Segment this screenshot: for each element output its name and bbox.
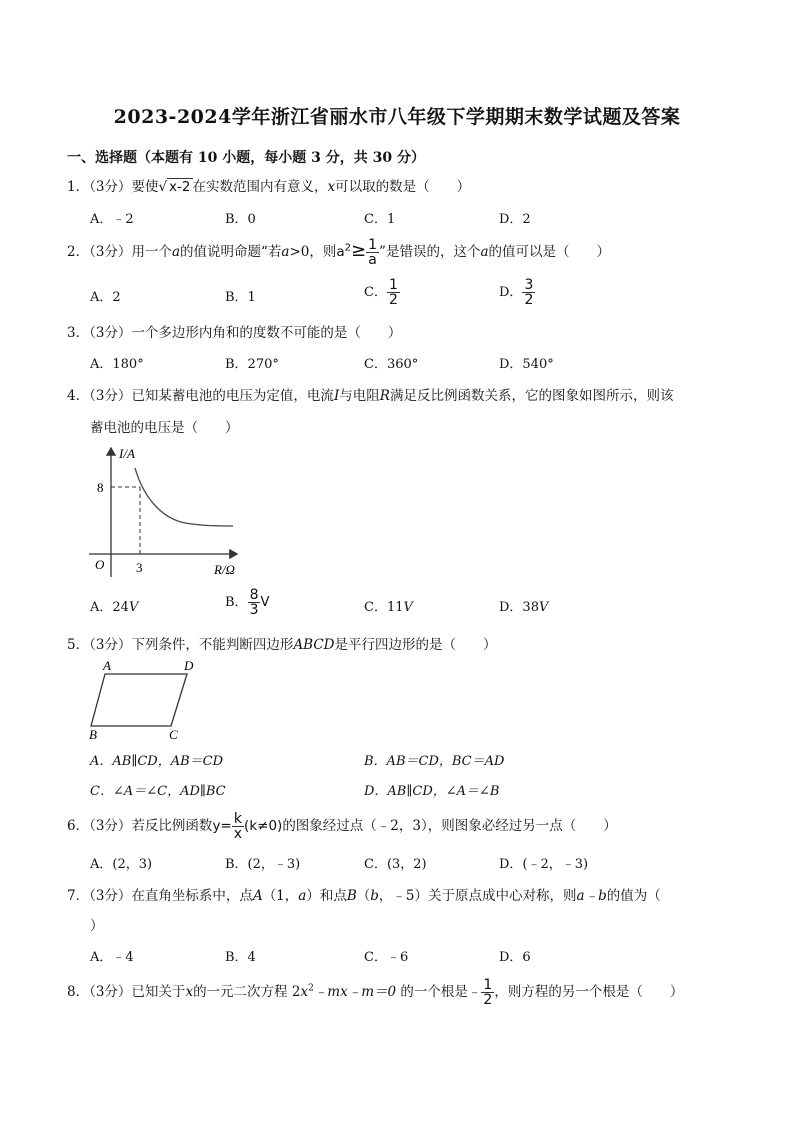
q7-option-a: A．﹣4 bbox=[90, 950, 134, 965]
q6-option-c: C．(3，2) bbox=[364, 857, 427, 872]
q6-option-b: B．(2，﹣3) bbox=[225, 857, 301, 872]
sqrt-expression: √ x-2 bbox=[158, 179, 191, 195]
question-3: 3．（3分）一个多边形内角和的度数不可能的是（ ） bbox=[67, 325, 402, 341]
x-axis-label: R/Ω bbox=[214, 562, 235, 577]
q3-option-a: A．180° bbox=[90, 357, 144, 372]
q7-option-d: D．6 bbox=[499, 950, 531, 965]
q3-option-c: C．360° bbox=[364, 357, 419, 372]
q4-option-a: A．24V bbox=[90, 600, 139, 615]
q2-option-c: C． $\frac{1}{2}$ bbox=[364, 277, 398, 308]
question-4: 4．（3分）已知某蓄电池的电压为定值，电流I与电阻R满足反比例函数关系，它的图象如图所示，则该 bbox=[67, 388, 674, 404]
origin-label: O bbox=[95, 557, 105, 572]
q5-option-c: C．∠A＝∠C，AD∥BC bbox=[90, 784, 226, 799]
q6-option-a: A．(2，3) bbox=[90, 857, 153, 872]
q4-option-b: B． $\frac{8}{3}$ V bbox=[225, 587, 270, 618]
q6-option-d: D．(﹣2，﹣3) bbox=[499, 857, 589, 872]
q1-option-c: C．1 bbox=[364, 212, 396, 227]
q2-option-a: A．2 bbox=[90, 290, 121, 305]
question-1: 1．（3分）要使√ x-2 在实数范围内有意义，x可以取的数是（ ） bbox=[67, 179, 471, 195]
question-7-line2: ） bbox=[90, 918, 104, 934]
q2-option-b: B．1 bbox=[225, 290, 256, 305]
y-axis-label: I/A bbox=[119, 446, 135, 461]
vertex-label-c: C bbox=[169, 727, 178, 742]
document-title: 2023-2024学年浙江省丽水市八年级下学期期末数学试题及答案 bbox=[113, 106, 681, 128]
vertex-label-a: A bbox=[103, 658, 111, 673]
q3-option-b: B．270° bbox=[225, 357, 279, 372]
vertex-label-b: B bbox=[89, 727, 97, 742]
section-heading: 一、选择题（本题有 10 小题，每小题 3 分，共 30 分） bbox=[67, 150, 425, 166]
q1-option-d: D．2 bbox=[499, 212, 531, 227]
q1-option-a: A．﹣2 bbox=[90, 212, 134, 227]
question-7: 7．（3分）在直角坐标系中，点A（1，a）和点B（b，﹣5）关于原点成中心对称，则a﹣b的值为（ bbox=[67, 888, 661, 904]
q3-option-d: D．540° bbox=[499, 357, 554, 372]
q5-option-a: A．AB∥CD，AB＝CD bbox=[90, 754, 224, 769]
q7-option-c: C．﹣6 bbox=[364, 950, 409, 965]
hyperbola-curve bbox=[135, 468, 233, 526]
fraction: $\frac{1}{a}$ bbox=[368, 237, 378, 268]
q1-option-b: B．0 bbox=[225, 212, 256, 227]
vertex-label-d: D bbox=[184, 658, 194, 673]
question-6: 6．（3分）若反比例函数y= $\frac{k}{x}$ (k≠0)的图象经过点（﹣2，3），则图象必经过另一点（ ） bbox=[67, 811, 617, 842]
q7-option-b: B．4 bbox=[225, 950, 256, 965]
x-tick-label: 3 bbox=[136, 560, 143, 575]
y-tick-label: 8 bbox=[97, 480, 104, 495]
parallelogram-figure bbox=[85, 656, 205, 742]
q5-option-d: D．AB∥CD，∠A＝∠B bbox=[364, 784, 500, 799]
question-4-line2: 蓄电池的电压是（ ） bbox=[90, 420, 239, 436]
q5-option-b: B．AB＝CD，BC＝AD bbox=[364, 754, 505, 769]
q2-option-d: D． $\frac{3}{2}$ bbox=[499, 277, 534, 308]
fraction: $\frac{k}{x}$ bbox=[233, 811, 243, 842]
question-5: 5．（3分）下列条件，不能判断四边形ABCD是平行四边形的是（ ） bbox=[67, 637, 497, 653]
inverse-function-graph bbox=[85, 442, 255, 582]
question-8: 8．（3分）已知关于x的一元二次方程 $2x^2﹣mx﹣m=0$ 的一个根是﹣ $\frac{1}{2}$ ，则方程的另一个根是（ ） bbox=[67, 977, 684, 1008]
q4-option-c: C．11V bbox=[364, 600, 413, 615]
fraction: $\frac{1}{2}$ bbox=[483, 977, 493, 1008]
parallelogram-shape bbox=[91, 674, 187, 726]
question-2: 2．（3分）用一个a的值说明命题“若a>0，则$a^2\ge$ $\frac{1}{a}$ ”是错误的，这个a的值可以是（ ） bbox=[67, 237, 611, 268]
q4-option-d: D．38V bbox=[499, 600, 549, 615]
